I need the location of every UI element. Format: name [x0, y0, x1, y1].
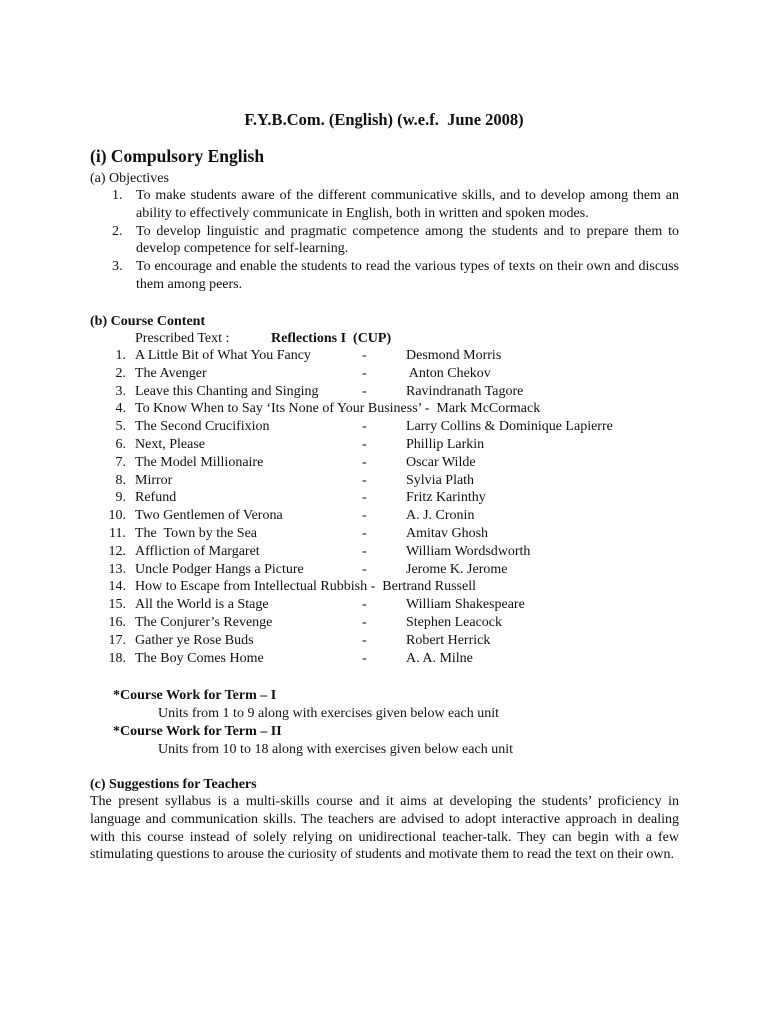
unit-dash: -	[362, 561, 367, 577]
unit-author: William Wordsdworth	[406, 543, 531, 559]
unit-author: Sylvia Plath	[406, 472, 475, 488]
unit-number: 18.	[108, 650, 126, 666]
unit-number: 11.	[109, 525, 126, 541]
unit-row	[90, 418, 690, 436]
unit-title: Two Gentlemen of Verona	[135, 508, 283, 524]
unit-number: 16.	[108, 614, 126, 630]
unit-title: The Second Crucifixion	[135, 419, 270, 435]
suggestions-paragraph: The present syllabus is a multi-skills course and it aims at developing the students’ proficiency in language and communication skills. The teachers are advised to adopt interactive approach in dealing with this course instead of solely relying on unidirectional teacher-talk. They can begin with a few stimulating questions to arouse the curiosity of students and motivate them to read the text on their own.	[90, 794, 679, 863]
section-heading: (i) Compulsory English	[90, 146, 265, 166]
unit-dash: -	[362, 383, 367, 399]
unit-row	[90, 365, 690, 383]
unit-author: Jerome K. Jerome	[406, 561, 508, 577]
unit-number: 17.	[108, 632, 126, 648]
unit-row	[90, 650, 690, 668]
unit-dash: -	[362, 454, 367, 470]
unit-title: Gather ye Rose Buds	[135, 632, 254, 648]
prescribed-text-title: Reflections I (CUP)	[271, 331, 392, 346]
unit-author: Phillip Larkin	[406, 436, 485, 452]
unit-number: 4.	[115, 401, 126, 417]
unit-dash: -	[362, 490, 367, 506]
unit-title-and-author: To Know When to Say ‘Its None of Your Business’ - Mark McCormack	[135, 401, 541, 417]
unit-row	[90, 561, 690, 579]
unit-dash: -	[362, 436, 367, 452]
unit-dash: -	[362, 614, 367, 630]
unit-title: Affliction of Margaret	[135, 543, 260, 559]
course-work-term2-text: Units from 10 to 18 along with exercises given below each unit	[158, 742, 513, 757]
unit-dash: -	[362, 543, 367, 559]
objective-item	[90, 187, 679, 223]
objective-text: To make students aware of the different communicative skills, and to develop among them an ability to effectively communicate in English, both in written and spoken modes.	[136, 188, 679, 221]
unit-number: 6.	[115, 436, 126, 452]
unit-title: Leave this Chanting and Singing	[135, 383, 319, 399]
unit-dash: -	[362, 472, 367, 488]
unit-author: Ravindranath Tagore	[406, 383, 524, 399]
objectives-heading: (a) Objectives	[90, 171, 169, 186]
unit-list	[90, 347, 690, 667]
unit-number: 3.	[115, 383, 126, 399]
unit-number: 15.	[108, 597, 126, 613]
unit-dash: -	[362, 348, 367, 363]
unit-author: Desmond Morris	[406, 348, 502, 363]
unit-row	[90, 632, 690, 650]
unit-dash: -	[362, 525, 367, 541]
unit-title: Mirror	[135, 472, 173, 488]
unit-author: Stephen Leacock	[406, 614, 503, 630]
course-work-term1-text: Units from 1 to 9 along with exercises given below each unit	[158, 706, 499, 721]
objective-number: 2.	[112, 223, 123, 239]
unit-author: A. A. Milne	[406, 650, 473, 666]
unit-number: 1.	[115, 348, 126, 363]
unit-author: A. J. Cronin	[406, 508, 475, 524]
unit-author: Robert Herrick	[406, 632, 491, 648]
unit-title: The Avenger	[135, 365, 207, 381]
unit-row	[90, 347, 690, 365]
unit-title: The Model Millionaire	[135, 454, 264, 470]
unit-author: William Shakespeare	[406, 597, 525, 613]
unit-number: 7.	[115, 454, 126, 470]
unit-title: A Little Bit of What You Fancy	[135, 348, 311, 363]
unit-row	[90, 596, 690, 614]
unit-row	[90, 614, 690, 632]
unit-number: 8.	[115, 472, 126, 488]
unit-number: 13.	[108, 561, 126, 577]
unit-number: 10.	[108, 508, 126, 524]
unit-dash: -	[362, 508, 367, 524]
prescribed-text-label: Prescribed Text :	[135, 331, 230, 346]
objective-item	[90, 223, 679, 259]
unit-number: 5.	[115, 419, 126, 435]
unit-author: Larry Collins & Dominique Lapierre	[406, 419, 613, 435]
objective-number: 1.	[112, 188, 123, 203]
unit-title: Next, Please	[135, 436, 205, 452]
unit-author: Oscar Wilde	[406, 454, 476, 470]
unit-author: Anton Chekov	[406, 365, 491, 381]
unit-number: 14.	[108, 579, 126, 595]
unit-dash: -	[362, 632, 367, 648]
unit-title: Uncle Podger Hangs a Picture	[135, 561, 304, 577]
unit-row	[90, 400, 690, 418]
unit-dash: -	[362, 419, 367, 435]
unit-row	[90, 454, 690, 472]
unit-dash: -	[362, 650, 367, 666]
page-title: F.Y.B.Com. (English) (w.e.f. June 2008)	[244, 110, 524, 129]
unit-row	[90, 543, 690, 561]
unit-row	[90, 507, 690, 525]
unit-number: 2.	[115, 365, 126, 381]
course-work-term2-heading: *Course Work for Term – II	[113, 724, 282, 739]
objective-text: To develop linguistic and pragmatic competence among the students and to prepare them to develop competence for self-learning.	[136, 223, 679, 257]
suggestions-heading: (c) Suggestions for Teachers	[90, 777, 257, 792]
unit-author: Fritz Karinthy	[406, 490, 486, 506]
course-work-term1-heading: *Course Work for Term – I	[113, 688, 277, 703]
unit-row	[90, 578, 690, 596]
objective-text: To encourage and enable the students to read the various types of texts on their own and discuss them among peers.	[136, 259, 679, 292]
unit-title: The Boy Comes Home	[135, 650, 264, 666]
unit-row	[90, 383, 690, 401]
unit-author: Amitav Ghosh	[406, 525, 489, 541]
unit-row	[90, 436, 690, 454]
unit-row	[90, 489, 690, 507]
unit-dash: -	[362, 365, 367, 381]
objective-number: 3.	[112, 259, 123, 275]
objective-item	[90, 258, 679, 294]
unit-number: 12.	[108, 543, 126, 559]
unit-row	[90, 525, 690, 543]
course-content-heading: (b) Course Content	[90, 314, 206, 329]
unit-row	[90, 472, 690, 490]
unit-title: Refund	[135, 490, 177, 506]
unit-number: 9.	[115, 490, 126, 506]
unit-title-and-author: How to Escape from Intellectual Rubbish - Bertrand Russell	[135, 579, 476, 595]
objectives-list	[90, 187, 679, 294]
unit-title: The Conjurer’s Revenge	[135, 614, 273, 630]
unit-dash: -	[362, 597, 367, 613]
unit-title: The Town by the Sea	[135, 525, 258, 541]
unit-title: All the World is a Stage	[135, 597, 269, 613]
